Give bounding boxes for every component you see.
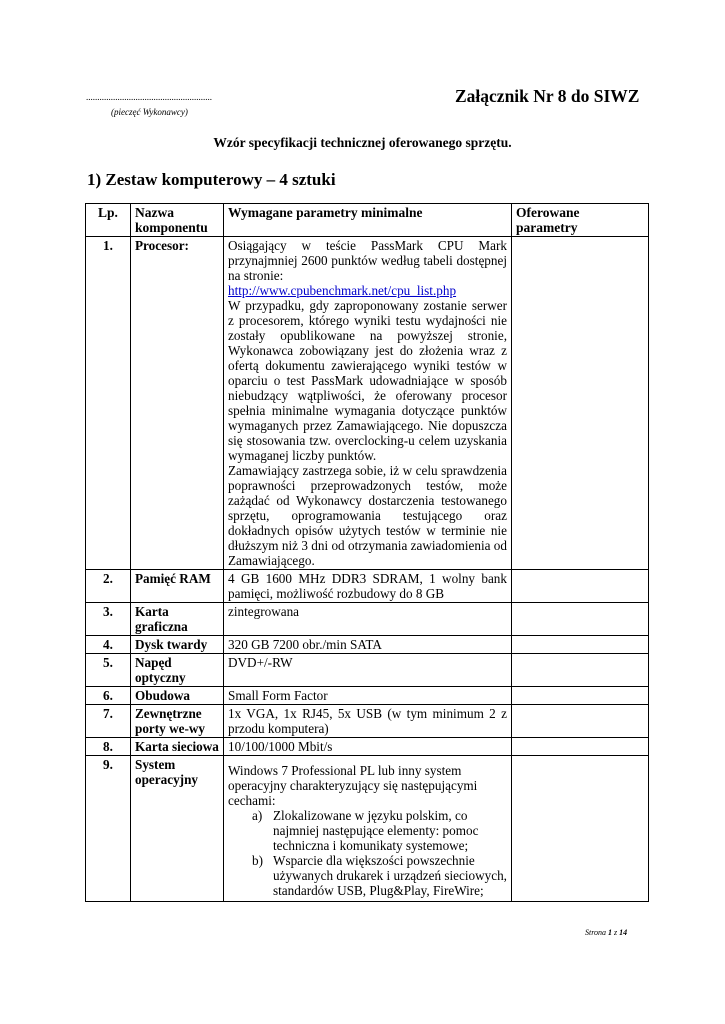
- cpu-verification-text: Zamawiający zastrzega sobie, iż w celu sprawdzenia poprawności przeprowadzonych testów, może zażądać od Wykonawcy dostarczenia testowanego sprzętu, oprogramowania testującego oraz dokładnych opisów użytych testów w terminie nie dłuższym niż 3 dni od otrzymania zawiadomienia od Zamawiającego.: [228, 463, 507, 568]
- section-title: 1) Zestaw komputerowy – 4 sztuki: [87, 170, 336, 189]
- footer-page-number: 1: [608, 928, 613, 937]
- attachment-title: Załącznik Nr 8 do SIWZ: [455, 86, 640, 106]
- table-row: [86, 603, 649, 636]
- os-intro-text: Windows 7 Professional PL lub inny system operacyjny charakteryzujący się następującymi cechami:: [228, 763, 478, 808]
- list-marker: b): [252, 853, 263, 868]
- table-row: [86, 705, 649, 738]
- row-component-name: Obudowa: [131, 687, 224, 705]
- row-lp: 2.: [86, 570, 131, 603]
- table-row: [86, 636, 649, 654]
- row-offered-params[interactable]: [512, 570, 649, 603]
- row-offered-params[interactable]: [512, 756, 649, 902]
- footer-separator: z: [614, 928, 618, 937]
- list-item: [228, 853, 507, 898]
- footer-total-pages: 14: [619, 928, 628, 937]
- list-item-text: Zlokalizowane w języku polskim, co najmniej następujące elementy: pomoc techniczna i komunikaty systemowe;: [273, 808, 479, 853]
- row-lp: 7.: [86, 705, 131, 738]
- header-offered-params: Oferowane parametry: [512, 204, 649, 237]
- row-lp: 6.: [86, 687, 131, 705]
- list-marker: a): [252, 808, 263, 823]
- row-required-params: [224, 237, 512, 570]
- row-component-name: Procesor:: [131, 237, 224, 570]
- row-required-params: Small Form Factor: [224, 687, 512, 705]
- row-component-name: Karta graficzna: [131, 603, 224, 636]
- row-component-name: Zewnętrzne porty we-wy: [131, 705, 224, 738]
- header-component-name: Nazwa komponentu: [131, 204, 224, 237]
- list-item-text: Wsparcie dla większości powszechnie używanych drukarek i urządzeń sieciowych, standardów USB, Plug&Play, FireWire;: [273, 853, 507, 898]
- table-header-row: [86, 204, 649, 237]
- cpu-alternative-text: W przypadku, gdy zaproponowany zostanie serwer z procesorem, którego wyniki testu wydajności nie zostały opublikowane na powyższej stronie, Wykonawca zobowiązany jest do złożenia wraz z ofertą dokumentu zawierającego wyniki testów w oparciu o test PassMark udowadniające w sposób niebudzący wątpliwości, że oferowany procesor spełnia minimalne wymagania dotyczące punktów wymaganych przez Zamawiającego. Nie dopuszcza się stosowania tzw. overclocking-u celem uzyskania wymaganej liczby punktów.: [228, 298, 507, 463]
- page-footer: [585, 928, 627, 937]
- executor-stamp-dots: ........................................................: [86, 92, 212, 102]
- row-lp: 8.: [86, 738, 131, 756]
- table-row: [86, 570, 649, 603]
- os-requirements-list: [228, 808, 507, 898]
- table-row: [86, 687, 649, 705]
- list-item: [228, 808, 507, 853]
- cpu-requirement-text: Osiągający w teście PassMark CPU Mark przynajmniej 2600 punktów według tabeli dostępnej na stronie:: [228, 238, 507, 283]
- row-lp: 4.: [86, 636, 131, 654]
- row-offered-params[interactable]: [512, 738, 649, 756]
- row-offered-params[interactable]: [512, 687, 649, 705]
- table-row: [86, 738, 649, 756]
- header-required-params: Wymagane parametry minimalne: [224, 204, 512, 237]
- row-required-params: 10/100/1000 Mbit/s: [224, 738, 512, 756]
- row-required-params: 320 GB 7200 obr./min SATA: [224, 636, 512, 654]
- row-offered-params[interactable]: [512, 237, 649, 570]
- cpubenchmark-link[interactable]: http://www.cpubenchmark.net/cpu_list.php: [228, 283, 457, 298]
- executor-stamp-label: (pieczęć Wykonawcy): [111, 107, 188, 117]
- row-lp: 9.: [86, 756, 131, 902]
- row-required-params: DVD+/-RW: [224, 654, 512, 687]
- specification-table: [85, 203, 649, 902]
- row-lp: 5.: [86, 654, 131, 687]
- footer-prefix: Strona: [585, 928, 607, 937]
- row-lp: 1.: [86, 237, 131, 570]
- row-offered-params[interactable]: [512, 705, 649, 738]
- header-lp: Lp.: [86, 204, 131, 237]
- row-offered-params[interactable]: [512, 654, 649, 687]
- row-required-params: 1x VGA, 1x RJ45, 5x USB (w tym minimum 2 z przodu komputera): [224, 705, 512, 738]
- row-component-name: Dysk twardy: [131, 636, 224, 654]
- row-offered-params[interactable]: [512, 636, 649, 654]
- row-component-name: Pamięć RAM: [131, 570, 224, 603]
- table-row: [86, 237, 649, 570]
- row-lp: 3.: [86, 603, 131, 636]
- row-required-params: 4 GB 1600 MHz DDR3 SDRAM, 1 wolny bank pamięci, możliwość rozbudowy do 8 GB: [224, 570, 512, 603]
- row-component-name: System operacyjny: [131, 756, 224, 902]
- row-offered-params[interactable]: [512, 603, 649, 636]
- row-required-params: zintegrowana: [224, 603, 512, 636]
- row-component-name: Karta sieciowa: [131, 738, 224, 756]
- table-row: [86, 654, 649, 687]
- row-component-name: Napęd optyczny: [131, 654, 224, 687]
- document-subtitle: Wzór specyfikacji technicznej oferowanego sprzętu.: [213, 135, 512, 150]
- row-required-params: [224, 756, 512, 902]
- table-row: [86, 756, 649, 902]
